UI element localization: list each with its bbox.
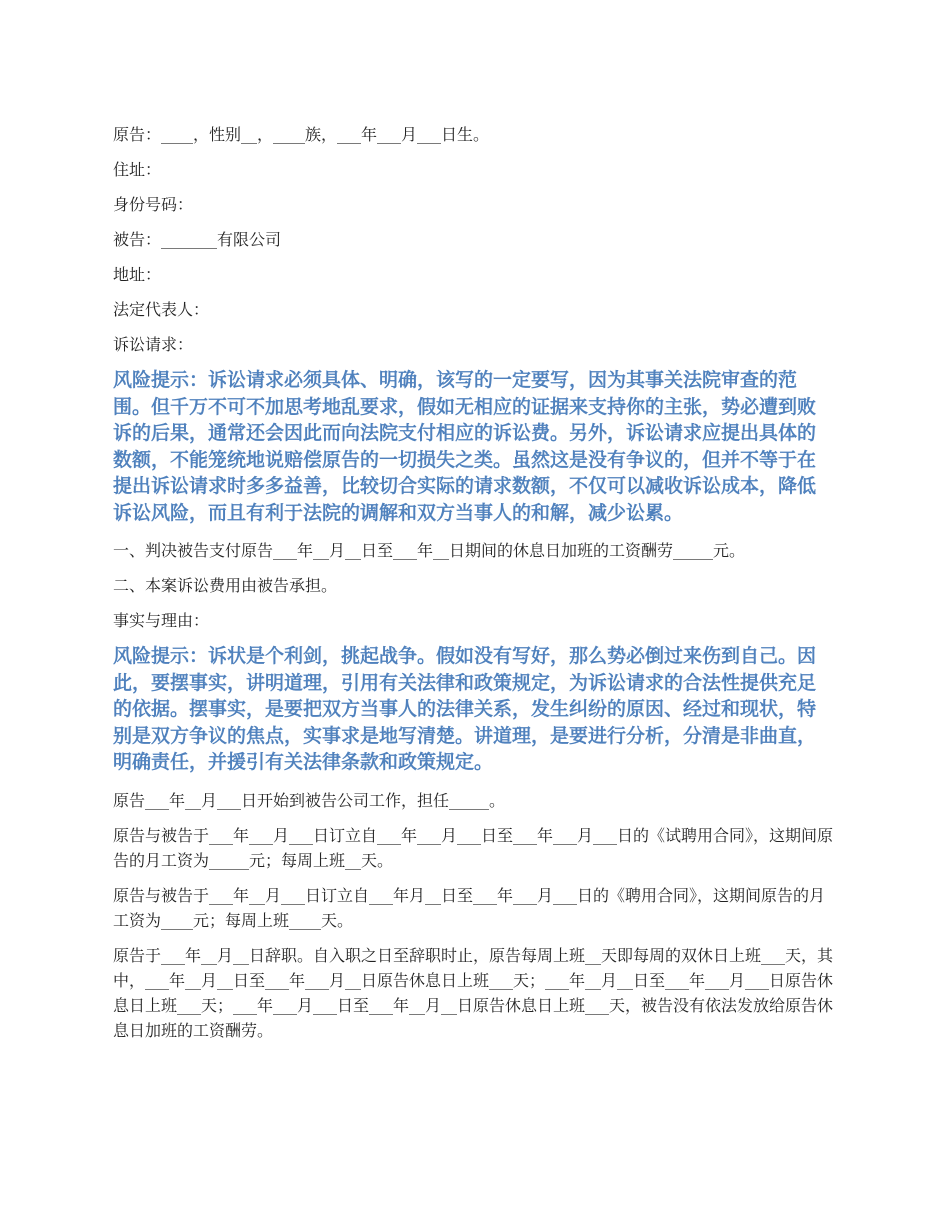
address-line: 住址： xyxy=(113,160,162,179)
plaintiff-line: 原告：____，性别__，____族，___年___月___日生。 xyxy=(113,125,490,144)
risk-tip-facts: 风险提示：诉状是个利剑，挑起战争。假如没有写好，那么势必倒过来伤到自己。因此，要摆事实，讲明道理，引用有关法律和政策规定，为诉讼请求的合法性提供充足的依据。摆事实，是要把双方当事人的法律关系，发生纠纷的原因、经过和现状，特别是双方争议的焦点，实事求是地写清楚。讲道理，是要进行分析，分清是非曲直，明确责任，并援引有关法律条款和政策规定。 xyxy=(113,645,817,773)
fact-resignation: 原告于___年__月__日辞职。自入职之日至辞职时止，原告每周上班__天即每周的双休日上班___天，其中，___年__月__日至___年___月__日原告休息日上班___天；___年__月__日至___年___月___日原告休息日上班___天；___年___月___日至___年__月__日原告休息日上班___天，被告没有依法发放给原告休息日加班的工资酬劳。 xyxy=(113,945,834,1040)
fact-trial-contract: 原告与被告于___年___月___日订立自___年___月___日至___年___月___日的《试聘用合同》，这期间原告的月工资为_____元；每周上班__天。 xyxy=(113,825,834,870)
fact-employment-contract: 原告与被告于___年__月___日订立自___年月__日至___年___月___日的《聘用合同》，这期间原告的月工资为____元；每周上班____天。 xyxy=(113,885,826,930)
defendant-address-line: 地址： xyxy=(113,265,162,284)
id-number-line: 身份号码： xyxy=(113,195,194,214)
risk-tip-claims: 风险提示：诉讼请求必须具体、明确，该写的一定要写，因为其事关法院审查的范围。但千万不可不加思考地乱要求，假如无相应的证据来支持你的主张，势必遭到败诉的后果，通常还会因此而向法院支付相应的诉讼费。另外，诉讼请求应提出具体的数额，不能笼统地说赔偿原告的一切损失之类。虽然这是没有争议的，但并不等于在提出诉讼请求时多多益善，比较切合实际的请求数额，不仅可以减收诉讼成本，降低诉讼风险，而且有利于法院的调解和双方当事人的和解，减少讼累。 xyxy=(113,369,817,524)
claims-heading: 诉讼请求： xyxy=(113,335,194,354)
fact-employment-start: 原告___年__月___日开始到被告公司工作，担任_____。 xyxy=(113,790,506,810)
claim-item-1: 一、判决被告支付原告___年__月__日至___年__日期间的休息日加班的工资酬劳_____元。 xyxy=(113,541,746,560)
claim-item-2: 二、本案诉讼费用由被告承担。 xyxy=(113,576,338,595)
facts-heading: 事实与理由： xyxy=(113,611,210,630)
document-body xyxy=(113,122,833,1053)
defendant-line: 被告：_______有限公司 xyxy=(113,230,282,249)
legal-representative-line: 法定代表人： xyxy=(113,300,210,319)
